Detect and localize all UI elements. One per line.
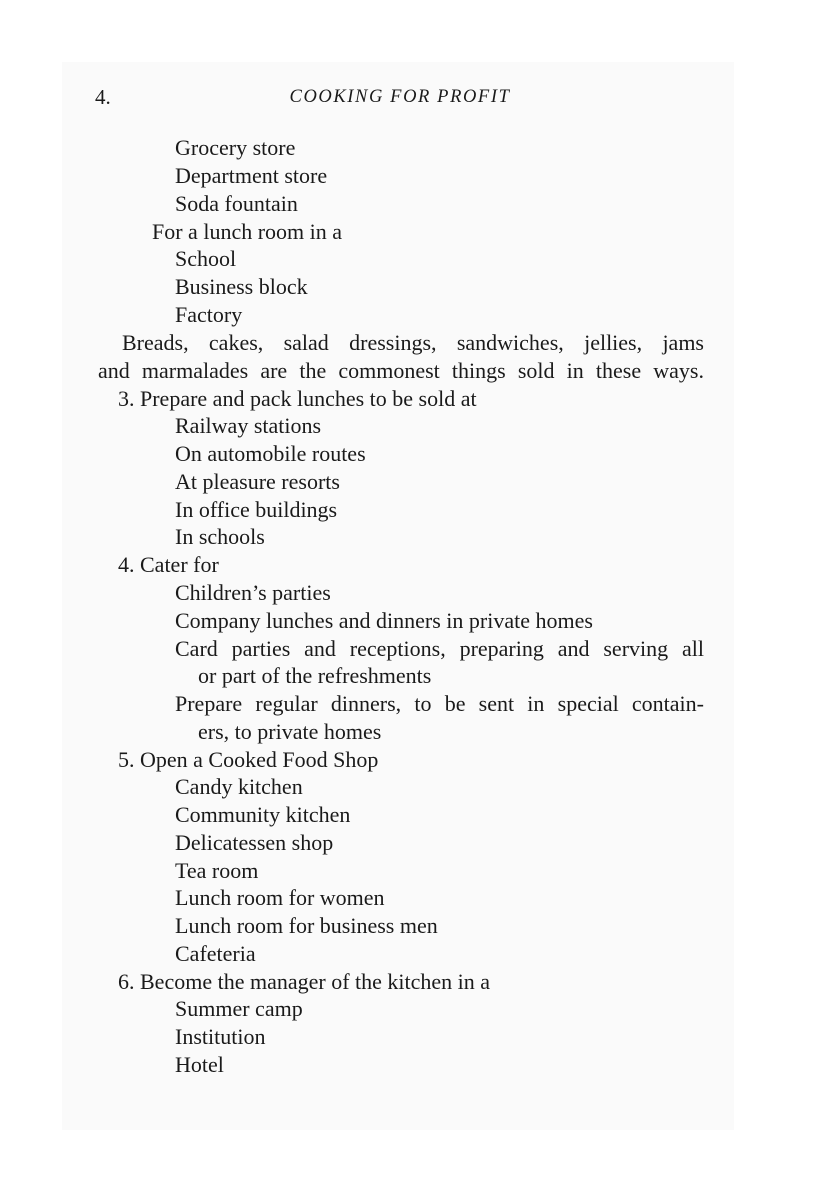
list-item: At pleasure resorts: [175, 469, 340, 494]
paragraph-line: Breads, cakes, salad dressings, sandwiches, jellies, jams: [122, 330, 704, 355]
list-item: Summer camp: [175, 996, 303, 1021]
list-item: Railway stations: [175, 413, 322, 438]
list-item: Hotel: [175, 1052, 224, 1077]
list-item: Institution: [175, 1024, 266, 1049]
numbered-item: 3. Prepare and pack lunches to be sold at: [118, 386, 477, 411]
list-item: Card parties and receptions, preparing and serving all: [175, 636, 704, 661]
paragraph-line: and marmalades are the commonest things sold in these ways.: [98, 358, 704, 383]
list-item: Grocery store: [175, 135, 296, 160]
list-item: Lunch room for women: [175, 885, 385, 910]
page-number: 4.: [95, 85, 111, 109]
numbered-item: 5. Open a Cooked Food Shop: [118, 747, 379, 772]
list-item: Lunch room for business men: [175, 913, 438, 938]
list-item: Candy kitchen: [175, 774, 303, 799]
list-item: Business block: [175, 274, 308, 299]
list-item: On automobile routes: [175, 441, 366, 466]
list-item: Department store: [175, 163, 328, 188]
list-item: Delicatessen shop: [175, 830, 334, 855]
list-item: Factory: [175, 302, 243, 327]
list-item: School: [175, 246, 237, 271]
numbered-item: 4. Cater for: [118, 552, 219, 577]
list-item: In office buildings: [175, 497, 338, 522]
list-item: Soda fountain: [175, 191, 298, 216]
list-item: Children’s parties: [175, 580, 331, 605]
numbered-item: 6. Become the manager of the kitchen in a: [118, 969, 491, 994]
list-item: In schools: [175, 524, 265, 549]
list-item: Cafeteria: [175, 941, 256, 966]
list-heading: For a lunch room in a: [152, 219, 343, 244]
list-item: Company lunches and dinners in private homes: [175, 608, 593, 633]
list-item: Tea room: [175, 858, 259, 883]
running-title: COOKING FOR PROFIT: [289, 87, 511, 107]
list-item-continuation: or part of the refreshments: [198, 663, 432, 688]
list-item: Community kitchen: [175, 802, 351, 827]
list-item: Prepare regular dinners, to be sent in special contain-: [175, 691, 704, 716]
list-item-continuation: ers, to private homes: [198, 719, 382, 744]
